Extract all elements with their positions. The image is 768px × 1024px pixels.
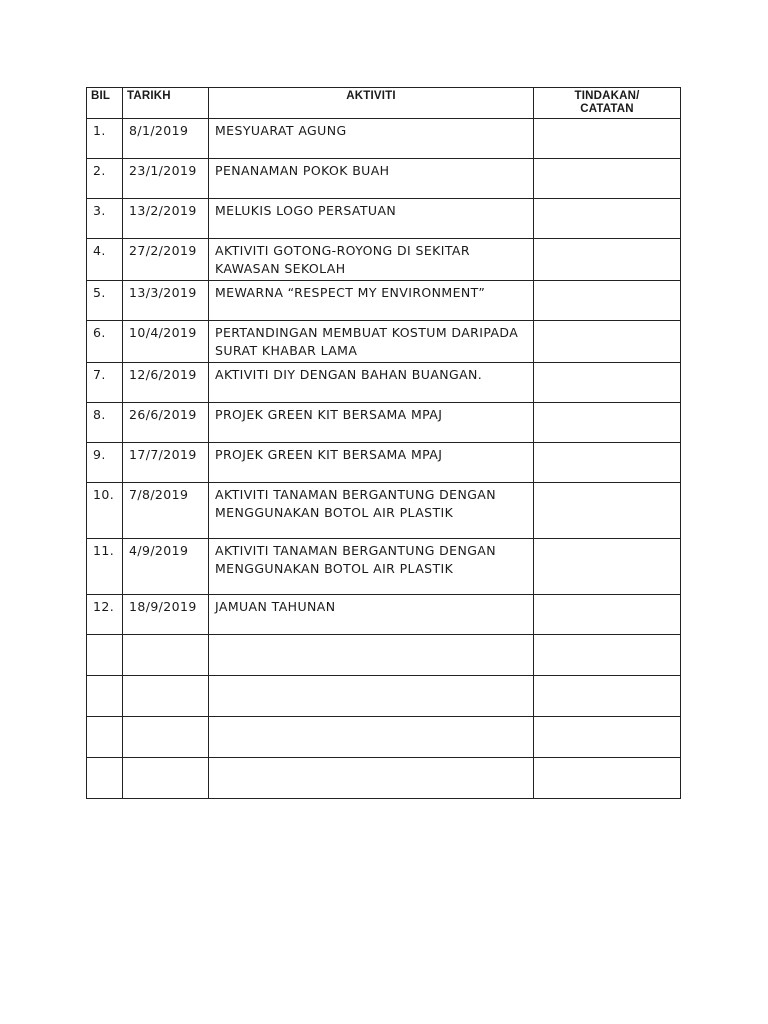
row-number bbox=[87, 758, 123, 799]
row-activity: MESYUARAT AGUNG bbox=[209, 119, 534, 159]
header-aktiviti: AKTIVITI bbox=[209, 88, 534, 119]
row-notes bbox=[534, 363, 681, 403]
row-date: 26/6/2019 bbox=[123, 403, 209, 443]
table-row bbox=[87, 758, 681, 799]
row-date: 7/8/2019 bbox=[123, 483, 209, 539]
row-date: 8/1/2019 bbox=[123, 119, 209, 159]
row-notes bbox=[534, 758, 681, 799]
header-tindakan: TINDAKAN/ bbox=[574, 90, 640, 102]
table-row bbox=[87, 443, 681, 483]
row-activity: MELUKIS LOGO PERSATUAN bbox=[209, 199, 534, 239]
row-date: 23/1/2019 bbox=[123, 159, 209, 199]
row-notes bbox=[534, 159, 681, 199]
row-notes bbox=[534, 321, 681, 363]
table-row bbox=[87, 281, 681, 321]
table-row bbox=[87, 321, 681, 363]
table-row bbox=[87, 159, 681, 199]
activity-table bbox=[86, 87, 681, 799]
row-notes bbox=[534, 199, 681, 239]
row-number: 6. bbox=[87, 321, 123, 363]
row-activity: AKTIVITI TANAMAN BERGANTUNG DENGAN MENGGUNAKAN BOTOL AIR PLASTIK bbox=[209, 539, 534, 595]
row-notes bbox=[534, 281, 681, 321]
row-date: 13/3/2019 bbox=[123, 281, 209, 321]
table-row bbox=[87, 483, 681, 539]
row-activity: PERTANDINGAN MEMBUAT KOSTUM DARIPADA SURAT KHABAR LAMA bbox=[209, 321, 534, 363]
row-activity: PROJEK GREEN KIT BERSAMA MPAJ bbox=[209, 403, 534, 443]
row-notes bbox=[534, 717, 681, 758]
row-number: 4. bbox=[87, 239, 123, 281]
row-number: 2. bbox=[87, 159, 123, 199]
row-number: 12. bbox=[87, 595, 123, 635]
row-notes bbox=[534, 119, 681, 159]
row-date bbox=[123, 676, 209, 717]
row-number: 9. bbox=[87, 443, 123, 483]
row-activity bbox=[209, 717, 534, 758]
header-bil: BIL bbox=[87, 88, 123, 119]
header-tindakan-catatan bbox=[534, 88, 681, 119]
row-activity: PENANAMAN POKOK BUAH bbox=[209, 159, 534, 199]
row-date bbox=[123, 758, 209, 799]
row-date: 13/2/2019 bbox=[123, 199, 209, 239]
row-notes bbox=[534, 539, 681, 595]
row-date bbox=[123, 717, 209, 758]
table-row bbox=[87, 363, 681, 403]
row-date bbox=[123, 635, 209, 676]
row-notes bbox=[534, 676, 681, 717]
row-number: 5. bbox=[87, 281, 123, 321]
row-number: 8. bbox=[87, 403, 123, 443]
table-header-row bbox=[87, 88, 681, 119]
table-row bbox=[87, 676, 681, 717]
row-number bbox=[87, 717, 123, 758]
table-row bbox=[87, 199, 681, 239]
header-tarikh: TARIKH bbox=[123, 88, 209, 119]
row-notes bbox=[534, 483, 681, 539]
row-activity: AKTIVITI GOTONG-ROYONG DI SEKITAR KAWASAN SEKOLAH bbox=[209, 239, 534, 281]
row-date: 17/7/2019 bbox=[123, 443, 209, 483]
row-notes bbox=[534, 635, 681, 676]
row-number bbox=[87, 676, 123, 717]
row-date: 4/9/2019 bbox=[123, 539, 209, 595]
table-row bbox=[87, 403, 681, 443]
row-activity bbox=[209, 635, 534, 676]
row-date: 27/2/2019 bbox=[123, 239, 209, 281]
row-date: 12/6/2019 bbox=[123, 363, 209, 403]
table-row bbox=[87, 119, 681, 159]
row-activity: MEWARNA “RESPECT MY ENVIRONMENT” bbox=[209, 281, 534, 321]
table-row bbox=[87, 595, 681, 635]
row-activity bbox=[209, 758, 534, 799]
table-body bbox=[87, 119, 681, 799]
row-notes bbox=[534, 403, 681, 443]
row-activity: AKTIVITI TANAMAN BERGANTUNG DENGAN MENGGUNAKAN BOTOL AIR PLASTIK bbox=[209, 483, 534, 539]
row-activity: PROJEK GREEN KIT BERSAMA MPAJ bbox=[209, 443, 534, 483]
row-number: 7. bbox=[87, 363, 123, 403]
row-activity bbox=[209, 676, 534, 717]
row-date: 18/9/2019 bbox=[123, 595, 209, 635]
table-row bbox=[87, 539, 681, 595]
row-notes bbox=[534, 443, 681, 483]
table-row bbox=[87, 635, 681, 676]
row-number: 1. bbox=[87, 119, 123, 159]
table-row bbox=[87, 717, 681, 758]
row-number: 11. bbox=[87, 539, 123, 595]
row-notes bbox=[534, 239, 681, 281]
row-number: 10. bbox=[87, 483, 123, 539]
table-row bbox=[87, 239, 681, 281]
row-number bbox=[87, 635, 123, 676]
row-number: 3. bbox=[87, 199, 123, 239]
row-date: 10/4/2019 bbox=[123, 321, 209, 363]
row-activity: JAMUAN TAHUNAN bbox=[209, 595, 534, 635]
row-activity: AKTIVITI DIY DENGAN BAHAN BUANGAN. bbox=[209, 363, 534, 403]
header-catatan: CATATAN bbox=[580, 103, 634, 115]
row-notes bbox=[534, 595, 681, 635]
